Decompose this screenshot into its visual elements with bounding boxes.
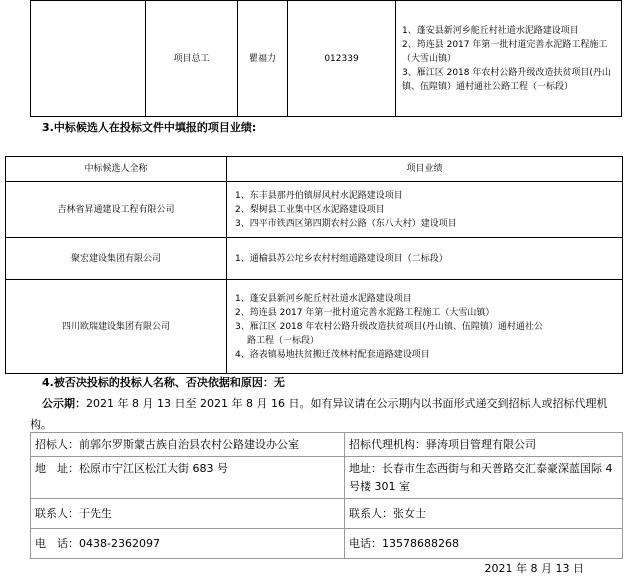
performance-item: 4、洛表镇易地扶贫搬迁茂林村配套道路建设项目 [235,349,430,360]
address-right-cell: 地址：长春市生态西街与和天普路交汇泰豪深蓝国际 4 号楼 301 室 [345,457,623,499]
candidate-performance [227,238,623,280]
candidate-performance [227,182,623,238]
footer-date: 2021 年 8 月 13 日 [484,562,584,575]
address-left-cell: 地 址：松原市宁江区松江大街 683 号 [31,457,345,499]
table-row [6,280,623,374]
contact-left-cell: 联系人：于先生 [31,499,345,529]
performance-item: 3、雁江区 2018 年农村公路升级改造扶贫项目(丹山镇、伍隍镇）通村通社公 [235,321,543,332]
performance-item: 3、雁江区 2018 年农村公路升级改造扶贫项目(丹山镇、伍隍镇）通村通社公路工程（一标段） [402,67,611,92]
personnel-performance [396,1,622,117]
contact-row [31,433,623,457]
table-row [6,182,623,238]
performance-item: 2、筠连县 2017 年第一批村道完善水泥路工程施工（大雪山镇） [402,39,608,64]
personnel-row [31,1,622,117]
performance-item: 1、蓬安县新河乡舵丘村社道水泥路建设项目 [235,293,412,304]
notice-paragraph [30,393,622,435]
header-candidate: 中标候选人全称 [6,157,227,182]
personnel-empty-cell [31,1,146,117]
personnel-cert: 012339 [288,1,396,117]
candidate-performance [227,280,623,374]
table-row [6,238,623,280]
agency-cell: 招标代理机构：驿涛项目管理有限公司 [345,433,623,457]
performance-item: 路工程（一标段） [247,335,320,346]
candidate-name: 吉林省昇通建设工程有限公司 [6,182,227,238]
performance-item: 1、通榆县苏公坨乡农村村组道路建设项目（二标段） [235,253,448,264]
section3-heading: 3.中标候选人在投标文件中填报的项目业绩: [42,121,257,134]
contact-row [31,529,623,559]
personnel-table [30,0,622,117]
personnel-role: 项目总工 [146,1,238,117]
notice-label: 公示期： [42,397,86,410]
contact-row [31,457,623,499]
performance-item: 1、东丰县那丹伯镇屏风村水泥路建设项目 [235,190,403,201]
contact-row [31,499,623,529]
section4-heading: 4.被否决投标的投标人名称、否决依据和原因：无 [42,376,285,389]
table-header-row [6,157,623,182]
header-performance: 项目业绩 [227,157,623,182]
candidate-name: 聚宏建设集团有限公司 [6,238,227,280]
personnel-name: 瞿福力 [238,1,288,117]
contact-table [30,432,623,559]
tenderer-cell: 招标人：前郭尔罗斯蒙古族自治县农村公路建设办公室 [31,433,345,457]
contact-right-cell: 联系人：张女士 [345,499,623,529]
performance-item: 2、梨树县工业集中区水泥路建设项目 [235,204,385,215]
performance-item: 2、筠连县 2017 年第一批村道完善水泥路工程施工（大雪山镇） [235,307,495,318]
performance-item: 3、四平市铁西区第四期农村公路（东八大村）建设项目 [235,218,457,229]
phone-right-cell: 电话：13578688268 [345,529,623,559]
performance-item: 1、蓬安县新河乡舵丘村社道水泥路建设项目 [402,25,579,36]
candidate-performance-table [5,156,623,374]
phone-left-cell: 电 话：0438-2362097 [31,529,345,559]
candidate-name: 四川欧瑞建设集团有限公司 [6,280,227,374]
notice-text: 2021 年 8 月 13 日至 2021 年 8 月 16 日。如有异议请在公示期内以书面形式递交到招标人或招标代理机构。 [30,397,608,431]
